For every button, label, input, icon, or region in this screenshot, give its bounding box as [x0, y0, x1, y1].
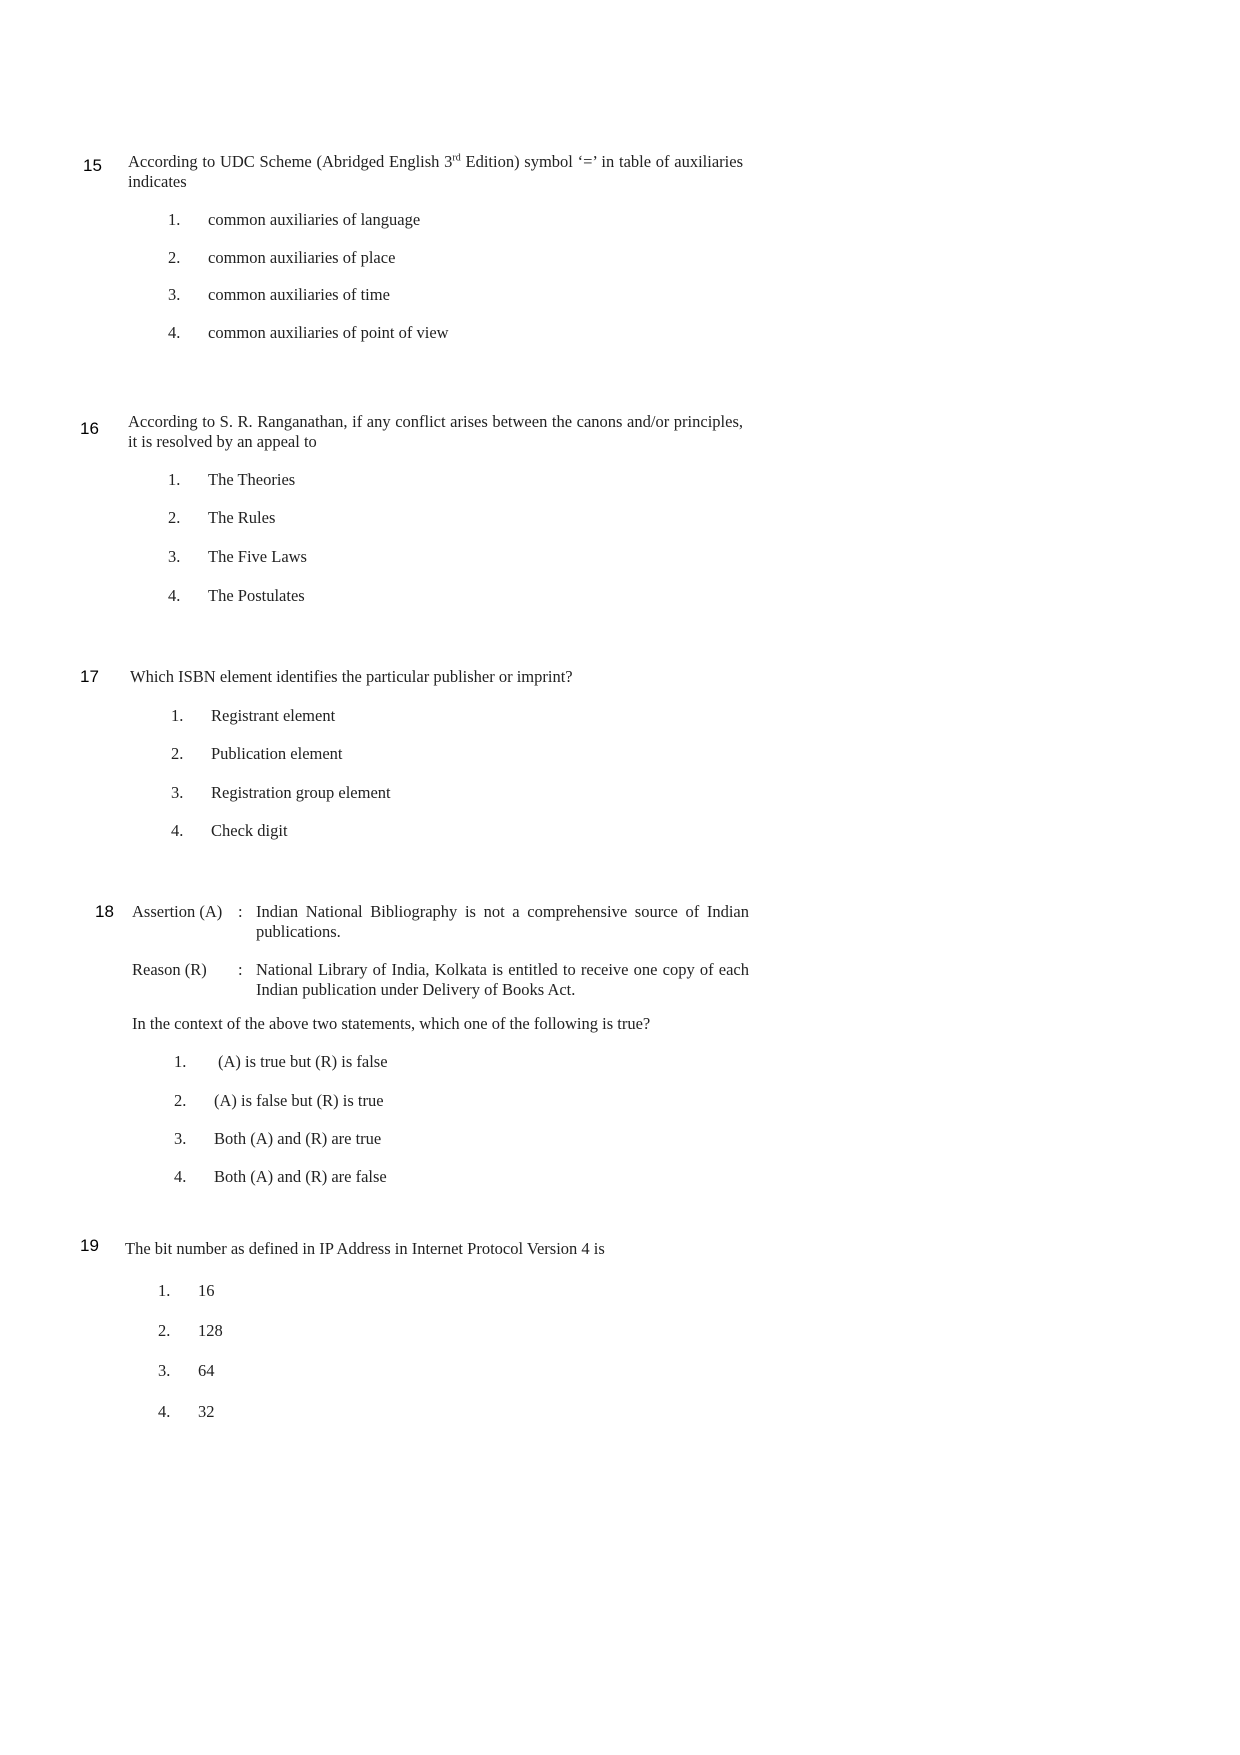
option-2[interactable]: 2. The Rules — [168, 508, 276, 527]
option-4[interactable]: 4. The Postulates — [168, 586, 305, 605]
question-number: 19 — [80, 1236, 99, 1255]
option-1[interactable]: 1. (A) is true but (R) is false — [174, 1052, 388, 1071]
assertion-colon: : — [238, 902, 243, 921]
reason-label: Reason (R) — [132, 960, 207, 979]
option-2[interactable]: 2. common auxiliaries of place — [168, 248, 396, 267]
option-3[interactable]: 3. common auxiliaries of time — [168, 285, 390, 304]
question-number: 16 — [80, 419, 99, 438]
assertion-label: Assertion (A) — [132, 902, 223, 921]
option-4[interactable]: 4. Both (A) and (R) are false — [174, 1167, 387, 1186]
option-1[interactable]: 1. 16 — [158, 1281, 215, 1300]
question-number: 18 — [95, 902, 114, 921]
option-3[interactable]: 3. 64 — [158, 1361, 215, 1380]
option-1[interactable]: 1. common auxiliaries of language — [168, 210, 421, 229]
option-3[interactable]: 3. The Five Laws — [168, 547, 307, 566]
reason-text: National Library of India, Kolkata is entitled to receive one copy of each Indian publication under Delivery of Books Act. — [256, 960, 749, 999]
option-2[interactable]: 2. (A) is false but (R) is true — [174, 1091, 384, 1110]
reason-colon: : — [238, 960, 243, 979]
option-4[interactable]: 4. common auxiliaries of point of view — [168, 323, 449, 342]
option-2[interactable]: 2. 128 — [158, 1321, 223, 1340]
option-2[interactable]: 2. Publication element — [171, 744, 343, 763]
question-text: According to UDC Scheme (Abridged English 3rd Edition) symbol ‘=’ in table of auxiliaries indicates — [128, 152, 743, 191]
option-3[interactable]: 3. Registration group element — [171, 783, 391, 802]
question-text: The bit number as defined in IP Address in Internet Protocol Version 4 is — [125, 1239, 605, 1258]
option-4[interactable]: 4. Check digit — [171, 821, 288, 840]
option-1[interactable]: 1. The Theories — [168, 470, 296, 489]
question-number: 15 — [83, 156, 102, 175]
question-text: Which ISBN element identifies the particular publisher or imprint? — [130, 667, 573, 686]
option-4[interactable]: 4. 32 — [158, 1402, 215, 1421]
option-1[interactable]: 1. Registrant element — [171, 706, 336, 725]
assertion-text: Indian National Bibliography is not a comprehensive source of Indian publications. — [256, 902, 749, 941]
question-text: According to S. R. Ranganathan, if any conflict arises between the canons and/or principles, it is resolved by an appeal to — [128, 412, 743, 451]
question-number: 17 — [80, 667, 99, 686]
question-stem: In the context of the above two statements, which one of the following is true? — [132, 1014, 651, 1033]
option-3[interactable]: 3. Both (A) and (R) are true — [174, 1129, 382, 1148]
